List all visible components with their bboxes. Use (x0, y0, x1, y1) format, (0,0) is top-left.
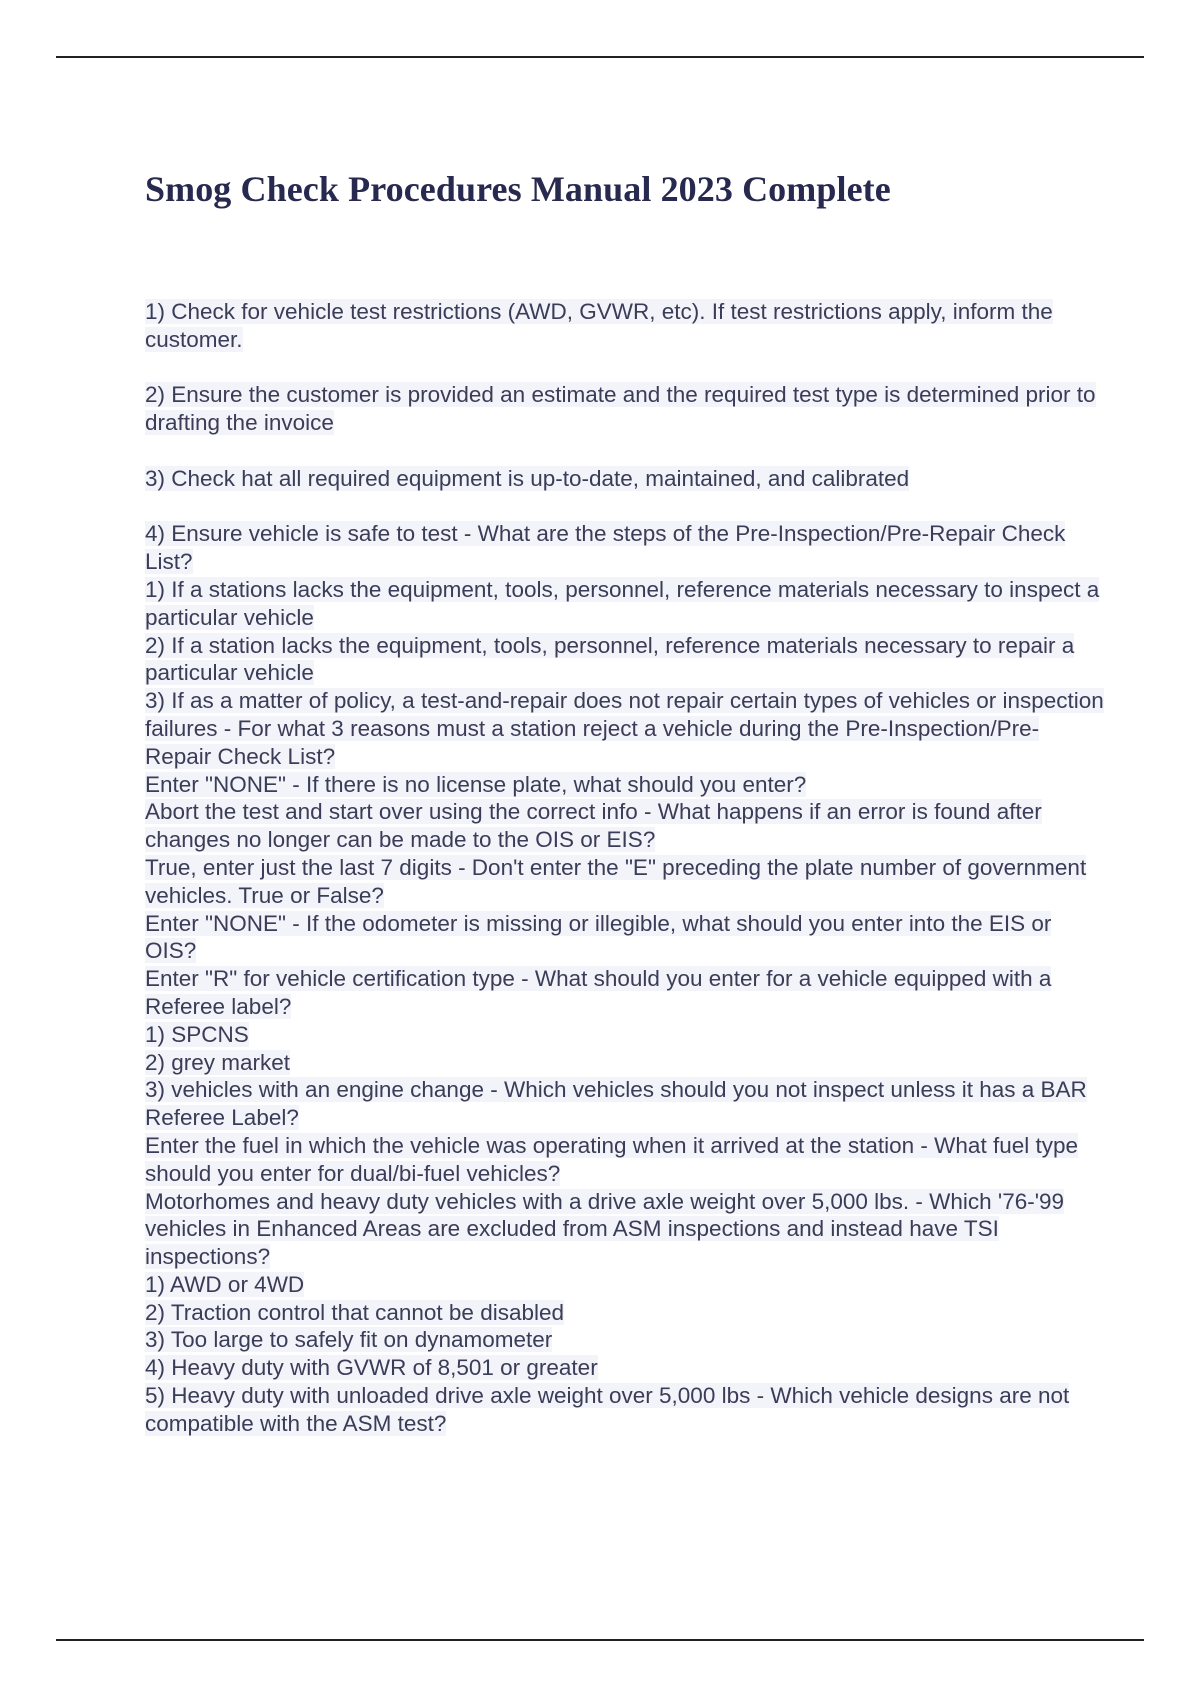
qa-line (145, 1049, 1105, 1077)
intro-paragraph-text: 1) Check for vehicle test restrictions (AWD, GVWR, etc). If test restrictions apply, inform the customer. (145, 299, 1053, 352)
qa-line (145, 520, 1105, 576)
qa-line-text: 2) If a station lacks the equipment, tools, personnel, reference materials necessary to repair a particular vehicle (145, 632, 1075, 686)
qa-line-text: 5) Heavy duty with unloaded drive axle weight over 5,000 lbs - Which vehicle designs are not compatible with the ASM test? (145, 1383, 1070, 1436)
qa-line-text: Abort the test and start over using the correct info - What happens if an error is found after changes no longer can be made to the OIS or EIS? (145, 799, 1042, 853)
qa-line-text: 1) SPCNS (145, 1021, 249, 1047)
qa-line (145, 854, 1105, 910)
qa-line-text: 1) AWD or 4WD (145, 1271, 305, 1297)
qa-line-text: 2) Traction control that cannot be disabled (145, 1299, 565, 1325)
qa-line (145, 632, 1105, 688)
qa-line (145, 1271, 1105, 1299)
qa-line-text: Enter "NONE" - If there is no license plate, what should you enter? (145, 771, 807, 797)
qa-line (145, 1326, 1105, 1354)
qa-line (145, 798, 1105, 854)
qa-line-text: 2) grey market (145, 1049, 291, 1075)
intro-paragraph-3 (145, 465, 1105, 493)
qa-line (145, 576, 1105, 632)
intro-paragraph-text: 3) Check hat all required equipment is up-to-date, maintained, and calibrated (145, 465, 910, 491)
qa-line (145, 1382, 1105, 1438)
qa-line (145, 1132, 1105, 1188)
qa-line (145, 1021, 1105, 1049)
header-rule (56, 56, 1144, 58)
qa-line-text: 4) Ensure vehicle is safe to test - What are the steps of the Pre-Inspection/Pre-Repair Check List? (145, 521, 1066, 575)
question-answer-list (145, 520, 1105, 1437)
qa-line-text: 3) vehicles with an engine change - Which vehicles should you not inspect unless it has a BAR Referee Label? (145, 1077, 1087, 1131)
footer-rule (56, 1639, 1144, 1641)
qa-line (145, 1076, 1105, 1132)
document-body (145, 298, 1105, 1438)
qa-line-text: 3) Too large to safely fit on dynamometer (145, 1327, 553, 1353)
qa-line-text: Enter "NONE" - If the odometer is missing or illegible, what should you enter into the EIS or OIS? (145, 910, 1052, 964)
qa-line (145, 910, 1105, 966)
qa-line-text: 3) If as a matter of policy, a test-and-repair does not repair certain types of vehicles or inspection failures - For what 3 reasons must a station reject a vehicle during the Pre-Inspection/Pre-Repair Check List? (145, 688, 1104, 769)
qa-line-text: 4) Heavy duty with GVWR of 8,501 or greater (145, 1355, 598, 1381)
qa-line (145, 687, 1105, 770)
qa-line (145, 1188, 1105, 1271)
qa-line (145, 771, 1105, 799)
intro-paragraph-2 (145, 381, 1105, 437)
intro-paragraph-text: 2) Ensure the customer is provided an estimate and the required test type is determined prior to drafting the invoice (145, 382, 1096, 436)
qa-line-text: 1) If a stations lacks the equipment, tools, personnel, reference materials necessary to inspect a particular vehicle (145, 576, 1100, 630)
qa-line-text: Motorhomes and heavy duty vehicles with a drive axle weight over 5,000 lbs. - Which '76-'99 vehicles in Enhanced Areas are excluded from ASM inspections and instead have TSI inspections? (145, 1188, 1065, 1270)
qa-line-text: True, enter just the last 7 digits - Don't enter the "E" preceding the plate number of government vehicles. True or False? (145, 854, 1087, 908)
qa-line-text: Enter the fuel in which the vehicle was operating when it arrived at the station - What fuel type should you enter for dual/bi-fuel vehicles? (145, 1132, 1079, 1186)
qa-line-text: Enter "R" for vehicle certification type - What should you enter for a vehicle equipped with a Referee label? (145, 966, 1052, 1019)
qa-line (145, 1299, 1105, 1327)
qa-line (145, 965, 1105, 1021)
document-title: Smog Check Procedures Manual 2023 Complete (145, 169, 891, 209)
intro-paragraph-1 (145, 298, 1105, 354)
qa-line (145, 1354, 1105, 1382)
